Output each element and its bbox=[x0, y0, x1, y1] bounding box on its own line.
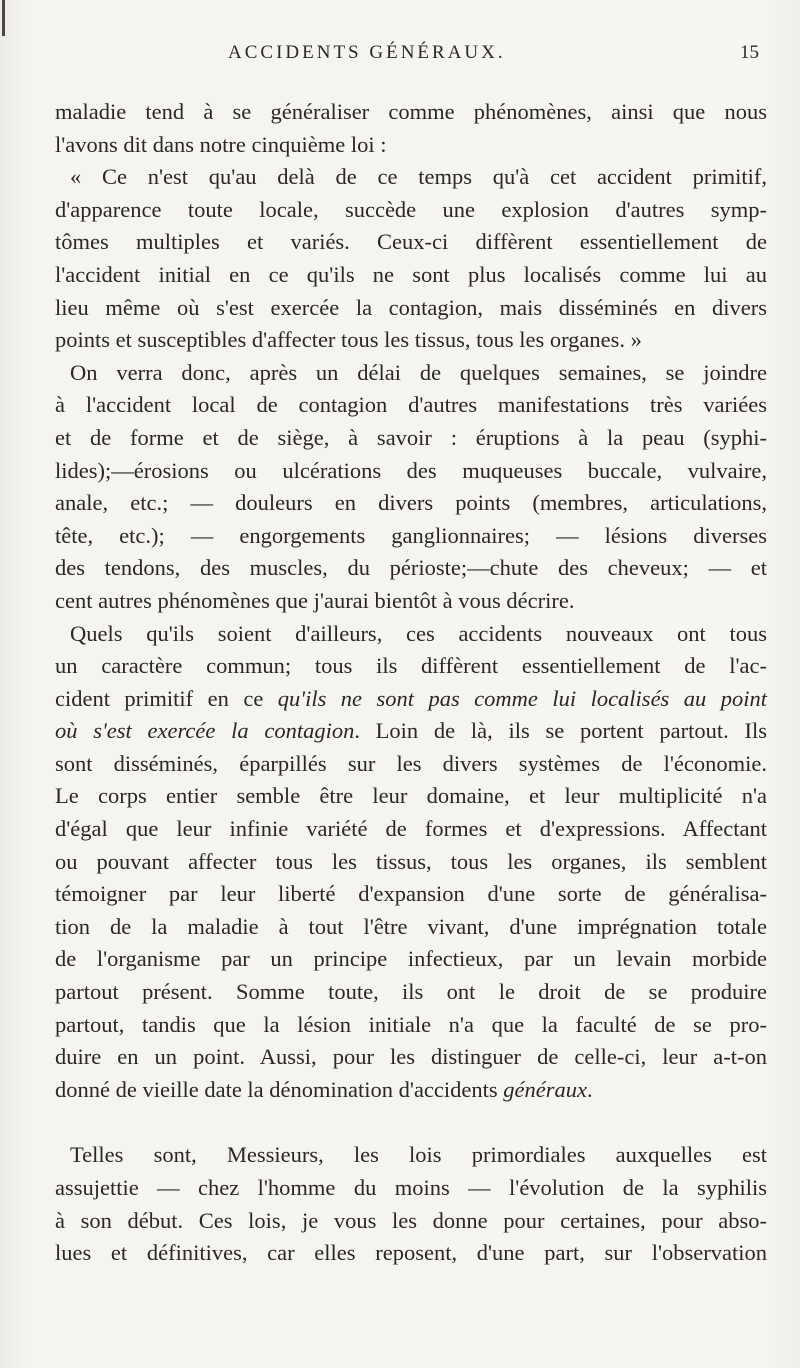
text-line: témoigner par leur liberté d'expansion d'une sorte de généralisa- bbox=[55, 881, 767, 907]
text-line: points et susceptibles d'affecter tous les tissus, tous les organes. » bbox=[55, 327, 642, 353]
text-line: Le corps entier semble être leur domaine, et leur multiplicité n'a bbox=[55, 783, 767, 809]
section-gap bbox=[55, 1106, 767, 1139]
text-line: de l'organisme par un principe infectieux, par un levain morbide bbox=[55, 946, 767, 972]
text-line-mixed bbox=[55, 683, 767, 716]
text-line: tômes multiples et variés. Ceux-ci diffèrent essentiellement de bbox=[55, 229, 767, 255]
text-line: Quels qu'ils soient d'ailleurs, ces accidents nouveaux ont tous bbox=[70, 620, 767, 646]
text-line: et de forme et de siège, à savoir : éruptions à la peau (syphi- bbox=[55, 424, 767, 450]
text-line: partout présent. Somme toute, ils ont le droit de se produire bbox=[55, 979, 767, 1005]
italic-emphasis: qu'ils ne sont pas comme lui localisés au point bbox=[277, 685, 767, 711]
text-line: lides);—érosions ou ulcérations des muqueuses buccale, vulvaire, bbox=[55, 457, 767, 483]
text-line: à son début. Ces lois, je vous les donne pour certaines, pour abso- bbox=[55, 1207, 767, 1233]
text-line: Telles sont, Messieurs, les lois primordiales auxquelles est bbox=[70, 1142, 767, 1168]
paragraph-5 bbox=[55, 1139, 767, 1269]
text-line-mixed bbox=[55, 1074, 767, 1107]
text-line: anale, etc.; — douleurs en divers points (membres, articulations, bbox=[55, 490, 767, 516]
text-line: d'égal que leur infinie variété de formes et d'expressions. Affectant bbox=[55, 816, 767, 842]
body-text bbox=[55, 96, 767, 1270]
text-line: duire en un point. Aussi, pour les distinguer de celle-ci, leur a-t-on bbox=[55, 1044, 767, 1070]
italic-emphasis: généraux bbox=[503, 1076, 587, 1102]
text-segment: cident primitif en ce bbox=[55, 685, 278, 711]
text-line: d'apparence toute locale, succède une explosion d'autres symp- bbox=[55, 196, 767, 222]
text-segment: . bbox=[587, 1076, 593, 1102]
page-edge-mark bbox=[2, 0, 5, 36]
text-line: On verra donc, après un délai de quelques semaines, se joindre bbox=[70, 359, 767, 385]
text-line: à l'accident local de contagion d'autres manifestations très variées bbox=[55, 392, 767, 418]
paragraph-2-quotation bbox=[55, 161, 767, 357]
text-line: des tendons, des muscles, du périoste;—chute des cheveux; — et bbox=[55, 555, 767, 581]
paragraph-1 bbox=[55, 96, 767, 161]
text-line: assujettie — chez l'homme du moins — l'évolution de la syphilis bbox=[55, 1175, 767, 1200]
running-header bbox=[0, 42, 800, 72]
text-line-mixed bbox=[55, 715, 767, 748]
text-line: cent autres phénomènes que j'aurai bientôt à vous décrire. bbox=[55, 587, 575, 613]
paragraph-3 bbox=[55, 357, 767, 618]
text-line: l'accident initial en ce qu'ils ne sont plus localisés comme lui au bbox=[55, 261, 767, 287]
text-segment: . Loin de là, ils se portent partout. Ils bbox=[354, 718, 767, 744]
text-line: partout, tandis que la lésion initiale n'a que la faculté de se pro- bbox=[55, 1011, 767, 1037]
text-segment: donné de vieille date la dénomination d'accidents bbox=[55, 1076, 504, 1102]
text-line: l'avons dit dans notre cinquième loi : bbox=[55, 131, 387, 157]
text-line: ou pouvant affecter tous les tissus, tous les organes, ils semblent bbox=[55, 848, 767, 874]
text-line: « Ce n'est qu'au delà de ce temps qu'à cet accident primitif, bbox=[70, 164, 767, 190]
text-line: tête, etc.); — engorgements ganglionnaires; — lésions diverses bbox=[55, 522, 767, 548]
paragraph-4 bbox=[55, 618, 767, 1107]
running-title: ACCIDENTS GÉNÉRAUX. bbox=[228, 42, 506, 63]
italic-emphasis: où s'est exercée la contagion bbox=[55, 718, 355, 744]
text-line: maladie tend à se généraliser comme phénomènes, ainsi que nous bbox=[55, 99, 767, 124]
text-line: sont disséminés, éparpillés sur les divers systèmes de l'économie. bbox=[55, 750, 767, 776]
page-number: 15 bbox=[740, 42, 759, 63]
text-line: un caractère commun; tous ils diffèrent essentiellement de l'ac- bbox=[55, 653, 767, 679]
text-line: lieu même où s'est exercée la contagion, mais disséminés en divers bbox=[55, 294, 767, 320]
text-line: lues et définitives, car elles reposent, d'une part, sur l'observation bbox=[55, 1240, 767, 1266]
text-line: tion de la maladie à tout l'être vivant, d'une imprégnation totale bbox=[55, 913, 767, 939]
